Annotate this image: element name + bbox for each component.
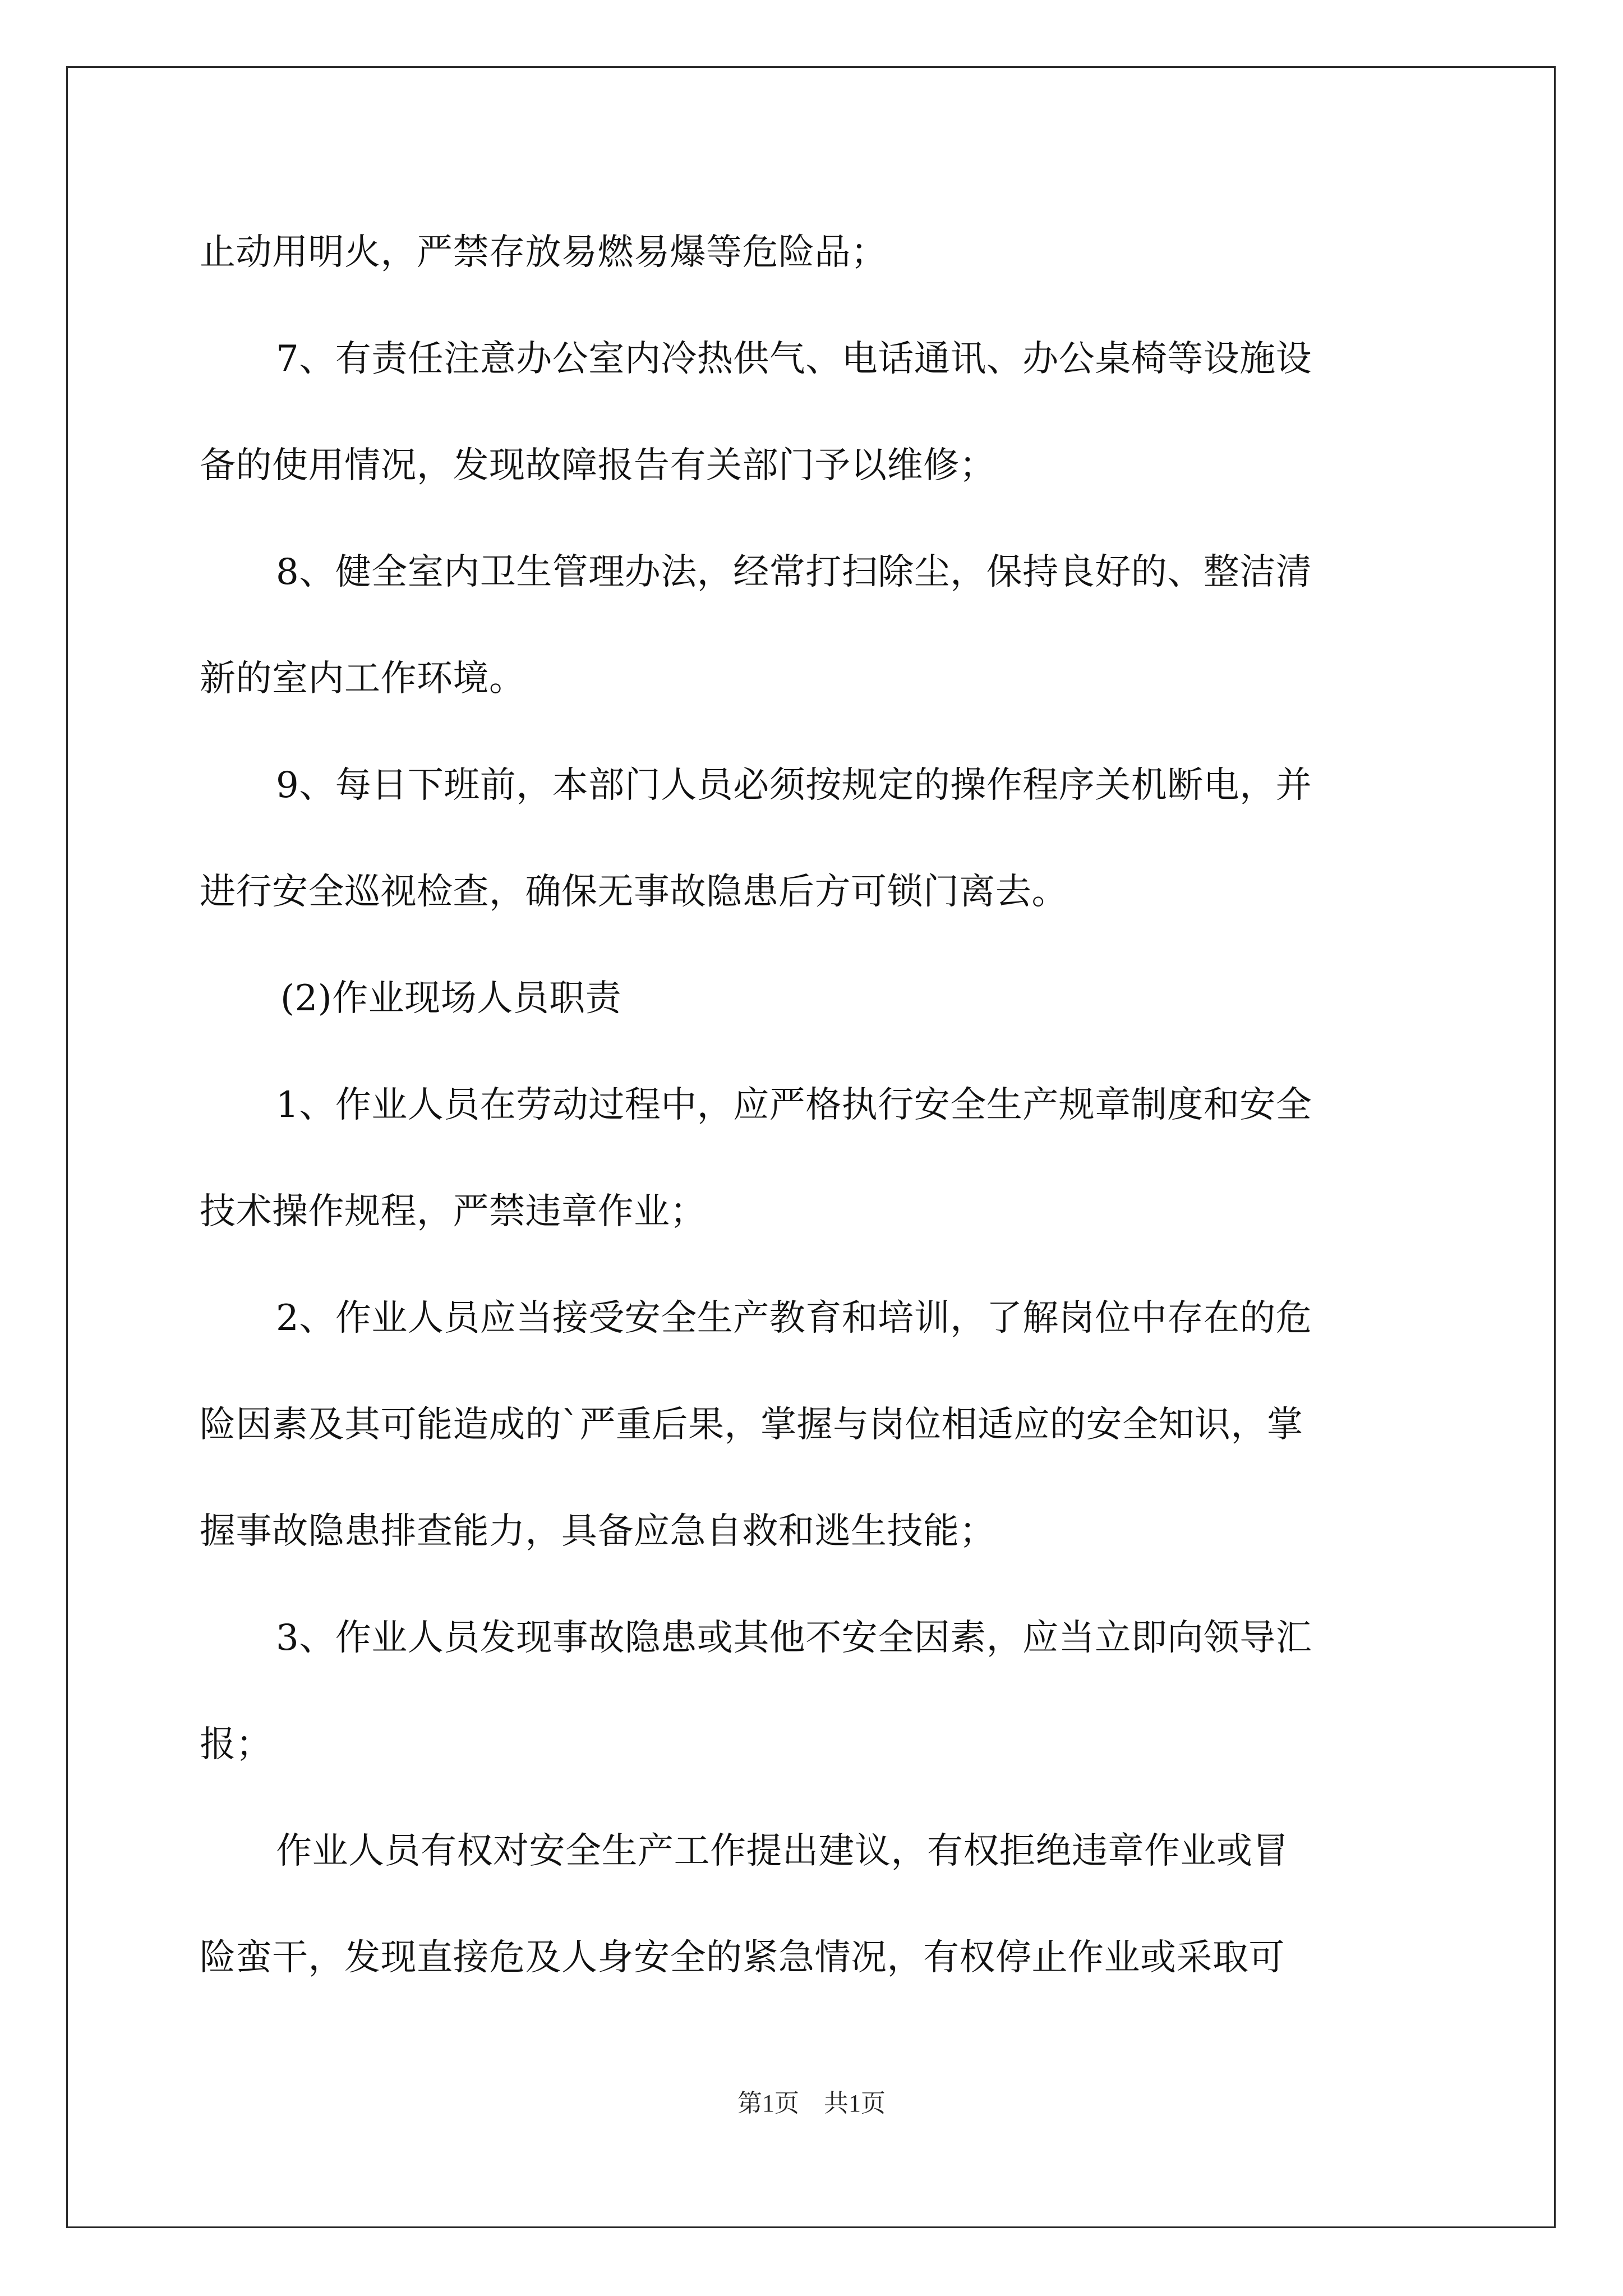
item-2-line-3: 握事故隐患排查能力，具备应急自救和逃生技能； <box>200 1511 995 1552</box>
paragraph-9-line-1: 9、每日下班前，本部门人员必须按规定的操作程序关机断电，并 <box>276 765 1312 806</box>
item-2-line-2: 险因素及其可能造成的`严重后果，掌握与岗位相适应的安全知识，掌 <box>200 1404 1303 1446</box>
section-heading: (2)作业现场人员职责 <box>280 978 622 1019</box>
paragraph-9-line-2: 进行安全巡视检查，确保无事故隐患后方可锁门离去。 <box>200 871 1068 913</box>
rights-paragraph-line-2: 险蛮干，发现直接危及人身安全的紧急情况，有权停止作业或采取可 <box>200 1937 1285 1978</box>
paragraph-7-line-1: 7、有责任注意办公室内冷热供气、电话通讯、办公桌椅等设施设 <box>276 338 1312 380</box>
text-line: 止动用明火，严禁存放易燃易爆等危险品； <box>200 232 887 273</box>
item-2-line-1: 2、作业人员应当接受安全生产教育和培训，了解岗位中存在的危 <box>276 1297 1312 1339</box>
item-1-line-2: 技术操作规程，严禁违章作业； <box>200 1191 706 1232</box>
page-border <box>66 66 1556 2228</box>
paragraph-7-line-2: 备的使用情况，发现故障报告有关部门予以维修； <box>200 445 995 486</box>
item-3-line-1: 3、作业人员发现事故隐患或其他不安全因素，应当立即向领导汇 <box>276 1617 1312 1659</box>
paragraph-8-line-1: 8、健全室内卫生管理办法，经常打扫除尘，保持良好的、整洁清 <box>276 551 1312 593</box>
item-3-line-2: 报； <box>200 1724 272 1765</box>
rights-paragraph-line-1: 作业人员有权对安全生产工作提出建议，有权拒绝违章作业或冒 <box>276 1830 1289 1872</box>
paragraph-8-line-2: 新的室内工作环境。 <box>200 658 525 700</box>
item-1-line-1: 1、作业人员在劳动过程中，应严格执行安全生产规章制度和安全 <box>276 1084 1312 1126</box>
page-footer: 第1页 共1页 <box>737 2090 886 2117</box>
